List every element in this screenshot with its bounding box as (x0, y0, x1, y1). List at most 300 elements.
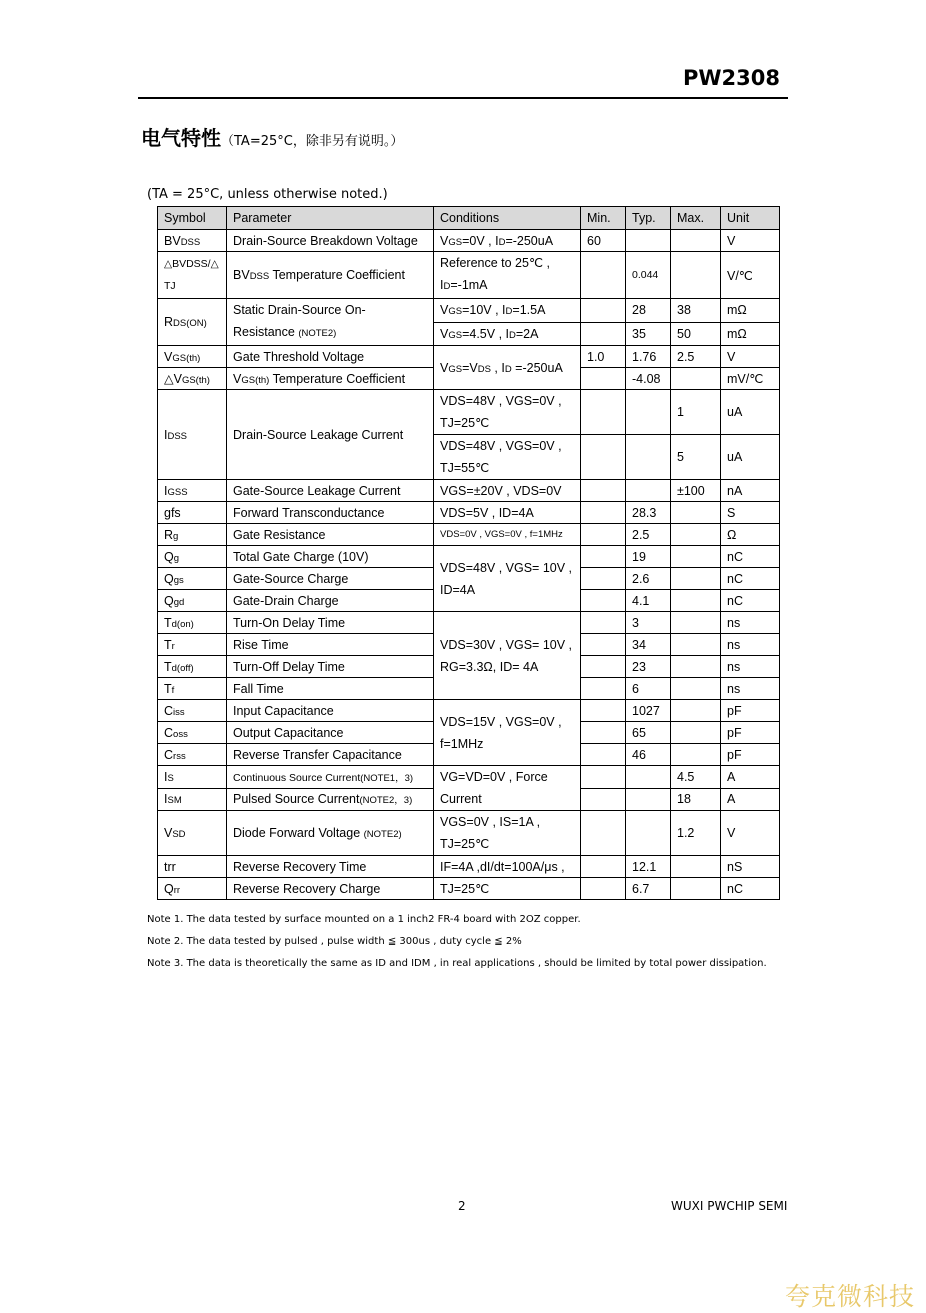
header-symbol: Symbol (158, 207, 227, 230)
cond-part: V (440, 326, 449, 341)
symbol-subscript: DSS (167, 430, 188, 442)
parameter-cell: Turn-Off Delay Time (227, 656, 434, 678)
cond-part: =2A (515, 326, 539, 341)
symbol-cell (158, 568, 227, 590)
symbol-subscript: iss (173, 706, 185, 718)
typ-cell: 12.1 (626, 856, 671, 878)
symbol-subscript: g (173, 552, 180, 564)
electrical-characteristics-table (157, 206, 780, 900)
header-max: Max. (671, 207, 721, 230)
symbol-subscript: DS(ON) (173, 318, 207, 329)
note-item: Note 3. The data is theoretically the same as ID and IDM , in real applications , should be limited by total power dissipation. (147, 958, 767, 969)
min-cell (581, 568, 626, 590)
cond-part: =0V , I (462, 233, 499, 248)
max-cell (671, 678, 721, 700)
cond-subscript: D (508, 329, 516, 341)
parameter-cell: Gate-Drain Charge (227, 590, 434, 612)
max-cell (671, 744, 721, 766)
symbol-cell (158, 390, 227, 480)
max-cell (671, 856, 721, 878)
symbol-subscript: GS(th) (181, 375, 210, 386)
symbol-main: V (164, 349, 173, 364)
parameter-cell: Total Gate Charge (10V) (227, 546, 434, 568)
max-cell (671, 634, 721, 656)
param-part: BV (233, 268, 250, 282)
parameter-cell: Reverse Recovery Time (227, 856, 434, 878)
param-line: Static Drain-Source On- (233, 303, 366, 317)
symbol-main: BV (164, 233, 181, 248)
min-cell (581, 368, 626, 390)
table-row (158, 230, 780, 252)
cond-part: =10V , I (462, 303, 506, 318)
parameter-cell: Reverse Recovery Charge (227, 878, 434, 900)
symbol-subscript: gd (173, 596, 185, 608)
table-row (158, 612, 780, 634)
unit-cell: nS (721, 856, 780, 878)
symbol-subscript: f (171, 684, 175, 696)
conditions-cell (434, 546, 581, 612)
min-cell: 1.0 (581, 346, 626, 368)
unit-cell: ns (721, 612, 780, 634)
symbol-cell (158, 368, 227, 390)
symbol-subscript: gs (173, 574, 184, 586)
unit-cell: pF (721, 700, 780, 722)
min-cell (581, 856, 626, 878)
cond-subscript: GS (448, 236, 463, 248)
min-cell (581, 480, 626, 502)
symbol-main: I (164, 483, 168, 498)
max-cell: 1.2 (671, 811, 721, 856)
param-note: (NOTE2) (363, 829, 402, 840)
typ-cell: 34 (626, 634, 671, 656)
symbol-cell (158, 656, 227, 678)
cond-line: Current (440, 792, 482, 806)
conditions-cell (434, 322, 581, 346)
typ-cell (626, 811, 671, 856)
watermark: 夸克微科技 (785, 1282, 916, 1311)
unit-cell: ns (721, 656, 780, 678)
unit-cell: mΩ (721, 299, 780, 323)
max-cell (671, 524, 721, 546)
header-rule (138, 97, 788, 99)
symbol-main: C (164, 747, 174, 762)
symbol-cell (158, 744, 227, 766)
typ-cell (626, 390, 671, 435)
cond-part: V (440, 360, 449, 375)
min-cell (581, 546, 626, 568)
symbol-subscript: rr (173, 884, 181, 896)
symbol-line: △BVDSS/△ (164, 258, 219, 270)
header-min: Min. (581, 207, 626, 230)
symbol-line: TJ (164, 280, 176, 292)
cond-line: ID=4A (440, 582, 476, 597)
table-row (158, 811, 780, 856)
table-header-row (158, 207, 780, 230)
typ-cell: 23 (626, 656, 671, 678)
cond-subscript: D (443, 281, 451, 292)
parameter-cell (227, 368, 434, 390)
table-row (158, 878, 780, 900)
parameter-cell: Drain-Source Breakdown Voltage (227, 230, 434, 252)
cond-subscript: D (504, 363, 512, 375)
header-conditions: Conditions (434, 207, 581, 230)
typ-cell: 6.7 (626, 878, 671, 900)
unit-cell: uA (721, 435, 780, 480)
table-row (158, 346, 780, 368)
min-cell (581, 390, 626, 435)
symbol-cell (158, 766, 227, 789)
cond-line: f=1MHz (440, 736, 484, 751)
table-row (158, 856, 780, 878)
min-cell (581, 744, 626, 766)
symbol-cell (158, 546, 227, 568)
unit-cell: pF (721, 744, 780, 766)
parameter-cell: Reverse Transfer Capacitance (227, 744, 434, 766)
symbol-cell (158, 346, 227, 368)
max-cell (671, 546, 721, 568)
typ-cell: -4.08 (626, 368, 671, 390)
min-cell (581, 322, 626, 346)
max-cell (671, 612, 721, 634)
symbol-cell (158, 678, 227, 700)
cond-line: VDS=15V , VGS=0V , (440, 714, 562, 729)
parameter-cell: Gate Resistance (227, 524, 434, 546)
cond-part: =-250uA (511, 360, 563, 375)
conditions-cell (434, 811, 581, 856)
max-cell (671, 252, 721, 299)
typ-cell (626, 766, 671, 789)
table-row (158, 766, 780, 789)
conditions-cell (434, 700, 581, 766)
cond-line: Reference to 25℃ , (440, 256, 550, 270)
symbol-main: I (164, 769, 168, 784)
unit-cell: nC (721, 878, 780, 900)
param-part: Diode Forward Voltage (233, 826, 361, 840)
min-cell: 60 (581, 230, 626, 252)
symbol-main: I (164, 792, 168, 807)
typ-cell: 4.1 (626, 590, 671, 612)
symbol-cell (158, 788, 227, 811)
section-heading (141, 122, 403, 151)
conditions-cell (434, 346, 581, 390)
typ-cell: 65 (626, 722, 671, 744)
typ-cell: 28.3 (626, 502, 671, 524)
company-name: WUXI PWCHIP SEMI (671, 1199, 788, 1213)
cond-subscript: D (505, 306, 513, 318)
min-cell (581, 612, 626, 634)
min-cell (581, 878, 626, 900)
unit-cell: V/℃ (721, 252, 780, 299)
unit-cell: A (721, 788, 780, 811)
cond-subscript: GS (448, 306, 463, 318)
table-row (158, 524, 780, 546)
conditions-cell: VGS=±20V , VDS=0V (434, 480, 581, 502)
typ-cell: 2.6 (626, 568, 671, 590)
symbol-subscript: d(on) (171, 618, 194, 630)
table-row (158, 480, 780, 502)
unit-cell: S (721, 502, 780, 524)
cond-line: VDS=48V , VGS=0V , (440, 439, 562, 453)
symbol-subscript: r (171, 640, 175, 652)
unit-cell: mV/℃ (721, 368, 780, 390)
unit-cell: V (721, 346, 780, 368)
symbol-subscript: SD (172, 829, 186, 840)
cond-part: V (440, 233, 449, 248)
cond-part: =-1mA (450, 278, 488, 292)
conditions-cell (434, 252, 581, 299)
header-unit: Unit (721, 207, 780, 230)
max-cell: 1 (671, 390, 721, 435)
min-cell (581, 299, 626, 323)
cond-line: VDS=48V , VGS= 10V , (440, 560, 573, 575)
symbol-cell (158, 524, 227, 546)
typ-cell: 28 (626, 299, 671, 323)
cond-line: VG=VD=0V , Force (440, 770, 548, 784)
param-note: (NOTE1，3) (360, 772, 414, 784)
max-cell (671, 722, 721, 744)
symbol-main: C (164, 725, 174, 740)
symbol-cell (158, 878, 227, 900)
conditions-cell (434, 612, 581, 700)
parameter-cell: Drain-Source Leakage Current (227, 390, 434, 480)
symbol-main: R (164, 315, 174, 329)
max-cell: 50 (671, 322, 721, 346)
symbol-cell (158, 230, 227, 252)
cond-line: RG=3.3Ω, ID= 4A (440, 659, 539, 674)
conditions-cell: VDS=0V , VGS=0V , f=1MHz (434, 524, 581, 546)
param-part: Temperature Coefficient (269, 371, 406, 386)
note-item: Note 2. The data tested by pulsed , pulse width ≦ 300us , duty cycle ≦ 2% (147, 936, 522, 947)
typ-cell (626, 788, 671, 811)
conditions-cell: TJ=25℃ (434, 878, 581, 900)
symbol-subscript: GS(th) (172, 352, 201, 364)
max-cell (671, 590, 721, 612)
table-row (158, 546, 780, 568)
cond-subscript: GS (448, 363, 463, 375)
min-cell (581, 700, 626, 722)
symbol-main: Q (164, 881, 174, 896)
parameter-cell: Gate-Source Leakage Current (227, 480, 434, 502)
parameter-cell: Rise Time (227, 634, 434, 656)
symbol-subscript: SM (167, 795, 182, 807)
parameter-cell: Forward Transconductance (227, 502, 434, 524)
table-row (158, 299, 780, 323)
min-cell (581, 722, 626, 744)
conditions-cell (434, 766, 581, 811)
table-caption: (TA = 25°C, unless otherwise noted.) (147, 187, 388, 202)
header-typ: Typ. (626, 207, 671, 230)
parameter-cell (227, 811, 434, 856)
max-cell (671, 368, 721, 390)
unit-cell: V (721, 230, 780, 252)
param-subscript: GS(th) (241, 374, 270, 386)
parameter-cell (227, 299, 434, 346)
typ-cell: 19 (626, 546, 671, 568)
min-cell (581, 590, 626, 612)
conditions-cell: IF=4A ,dI/dt=100A/μs , (434, 856, 581, 878)
symbol-main: Q (164, 571, 174, 586)
symbol-main: T (164, 615, 172, 630)
cond-line: TJ=55℃ (440, 461, 490, 475)
param-part: V (233, 371, 242, 386)
typ-cell: 6 (626, 678, 671, 700)
min-cell (581, 502, 626, 524)
symbol-main: △V (164, 372, 182, 386)
cond-part: =V (462, 360, 478, 375)
typ-cell: 0.044 (626, 252, 671, 299)
typ-cell: 1027 (626, 700, 671, 722)
symbol-subscript: d(off) (171, 662, 194, 674)
cond-part: =4.5V , I (462, 326, 509, 341)
unit-cell: nC (721, 546, 780, 568)
max-cell (671, 568, 721, 590)
max-cell (671, 230, 721, 252)
table-row (158, 252, 780, 299)
cond-part: , I (490, 360, 505, 375)
cond-subscript: DS (477, 363, 491, 375)
unit-cell: ns (721, 678, 780, 700)
cond-part: =-250uA (505, 233, 554, 248)
min-cell (581, 678, 626, 700)
max-cell (671, 878, 721, 900)
cond-subscript: GS (448, 329, 463, 341)
unit-cell: ns (721, 634, 780, 656)
symbol-cell: gfs (158, 502, 227, 524)
cond-line: TJ=25℃ (440, 837, 490, 851)
table-row (158, 700, 780, 722)
max-cell (671, 700, 721, 722)
unit-cell: nA (721, 480, 780, 502)
symbol-main: C (164, 703, 174, 718)
unit-cell: uA (721, 390, 780, 435)
notes (147, 909, 767, 975)
unit-cell: pF (721, 722, 780, 744)
symbol-subscript: g (173, 530, 179, 542)
unit-cell: V (721, 811, 780, 856)
section-subtitle: （TA=25°C，除非另有说明。） (221, 134, 404, 149)
symbol-subscript: GSS (167, 486, 188, 498)
max-cell: 18 (671, 788, 721, 811)
table-row (158, 390, 780, 435)
parameter-cell: Gate Threshold Voltage (227, 346, 434, 368)
max-cell: ±100 (671, 480, 721, 502)
symbol-cell (158, 299, 227, 346)
table-row (158, 502, 780, 524)
unit-cell: mΩ (721, 322, 780, 346)
param-part: Pulsed Source Current (233, 792, 360, 807)
typ-cell (626, 480, 671, 502)
parameter-cell (227, 252, 434, 299)
symbol-main: I (164, 427, 168, 442)
typ-cell: 46 (626, 744, 671, 766)
param-note: (NOTE2，3) (359, 795, 413, 807)
parameter-cell: Output Capacitance (227, 722, 434, 744)
max-cell: 2.5 (671, 346, 721, 368)
conditions-cell (434, 230, 581, 252)
parameter-cell: Gate-Source Charge (227, 568, 434, 590)
cond-part: =1.5A (512, 303, 546, 318)
typ-cell: 1.76 (626, 346, 671, 368)
max-cell: 4.5 (671, 766, 721, 789)
parameter-cell (227, 788, 434, 811)
cond-line: VDS=30V , VGS= 10V , (440, 637, 573, 652)
symbol-cell (158, 590, 227, 612)
cond-line: VDS=48V , VGS=0V , (440, 394, 562, 408)
typ-cell: 3 (626, 612, 671, 634)
cond-part: V (440, 303, 449, 318)
max-cell: 5 (671, 435, 721, 480)
max-cell: 38 (671, 299, 721, 323)
symbol-cell (158, 480, 227, 502)
parameter-cell: Turn-On Delay Time (227, 612, 434, 634)
unit-cell: Ω (721, 524, 780, 546)
max-cell (671, 656, 721, 678)
symbol-cell (158, 700, 227, 722)
cond-line: VGS=0V , IS=1A , (440, 815, 541, 829)
symbol-main: T (164, 659, 172, 674)
typ-cell (626, 435, 671, 480)
conditions-cell (434, 299, 581, 323)
typ-cell: 35 (626, 322, 671, 346)
min-cell (581, 766, 626, 789)
symbol-subscript: rss (173, 750, 186, 762)
symbol-main: Q (164, 549, 174, 564)
param-line: Resistance (233, 325, 295, 339)
unit-cell: A (721, 766, 780, 789)
symbol-subscript: DSS (180, 236, 201, 248)
symbol-main: Q (164, 593, 174, 608)
header-parameter: Parameter (227, 207, 434, 230)
param-subscript: DSS (249, 271, 270, 282)
cond-part: I (440, 278, 444, 292)
symbol-cell (158, 722, 227, 744)
typ-cell: 2.5 (626, 524, 671, 546)
symbol-subscript: oss (173, 728, 188, 740)
min-cell (581, 524, 626, 546)
symbol-cell: trr (158, 856, 227, 878)
conditions-cell: VDS=5V , ID=4A (434, 502, 581, 524)
param-note: (NOTE2) (298, 328, 337, 339)
parameter-cell: Input Capacitance (227, 700, 434, 722)
cond-line: TJ=25℃ (440, 416, 490, 430)
symbol-main: T (164, 637, 172, 652)
symbol-cell (158, 811, 227, 856)
document-title: PW2308 (682, 66, 780, 90)
section-title: 电气特性 (141, 126, 221, 150)
param-part: Temperature Coefficient (269, 268, 405, 282)
unit-cell: nC (721, 568, 780, 590)
cond-subscript: D (498, 236, 506, 248)
min-cell (581, 252, 626, 299)
symbol-main: T (164, 681, 172, 696)
symbol-subscript: S (167, 772, 174, 784)
symbol-main: V (164, 826, 173, 840)
symbol-main: R (164, 527, 174, 542)
param-part: Continuous Source Current (233, 771, 361, 784)
max-cell (671, 502, 721, 524)
note-item: Note 1. The data tested by surface mounted on a 1 inch2 FR-4 board with 2OZ copper. (147, 914, 581, 925)
parameter-cell (227, 766, 434, 789)
unit-cell: nC (721, 590, 780, 612)
parameter-cell: Fall Time (227, 678, 434, 700)
typ-cell (626, 230, 671, 252)
min-cell (581, 656, 626, 678)
symbol-cell (158, 634, 227, 656)
min-cell (581, 811, 626, 856)
conditions-cell (434, 390, 581, 435)
min-cell (581, 435, 626, 480)
symbol-cell (158, 252, 227, 299)
